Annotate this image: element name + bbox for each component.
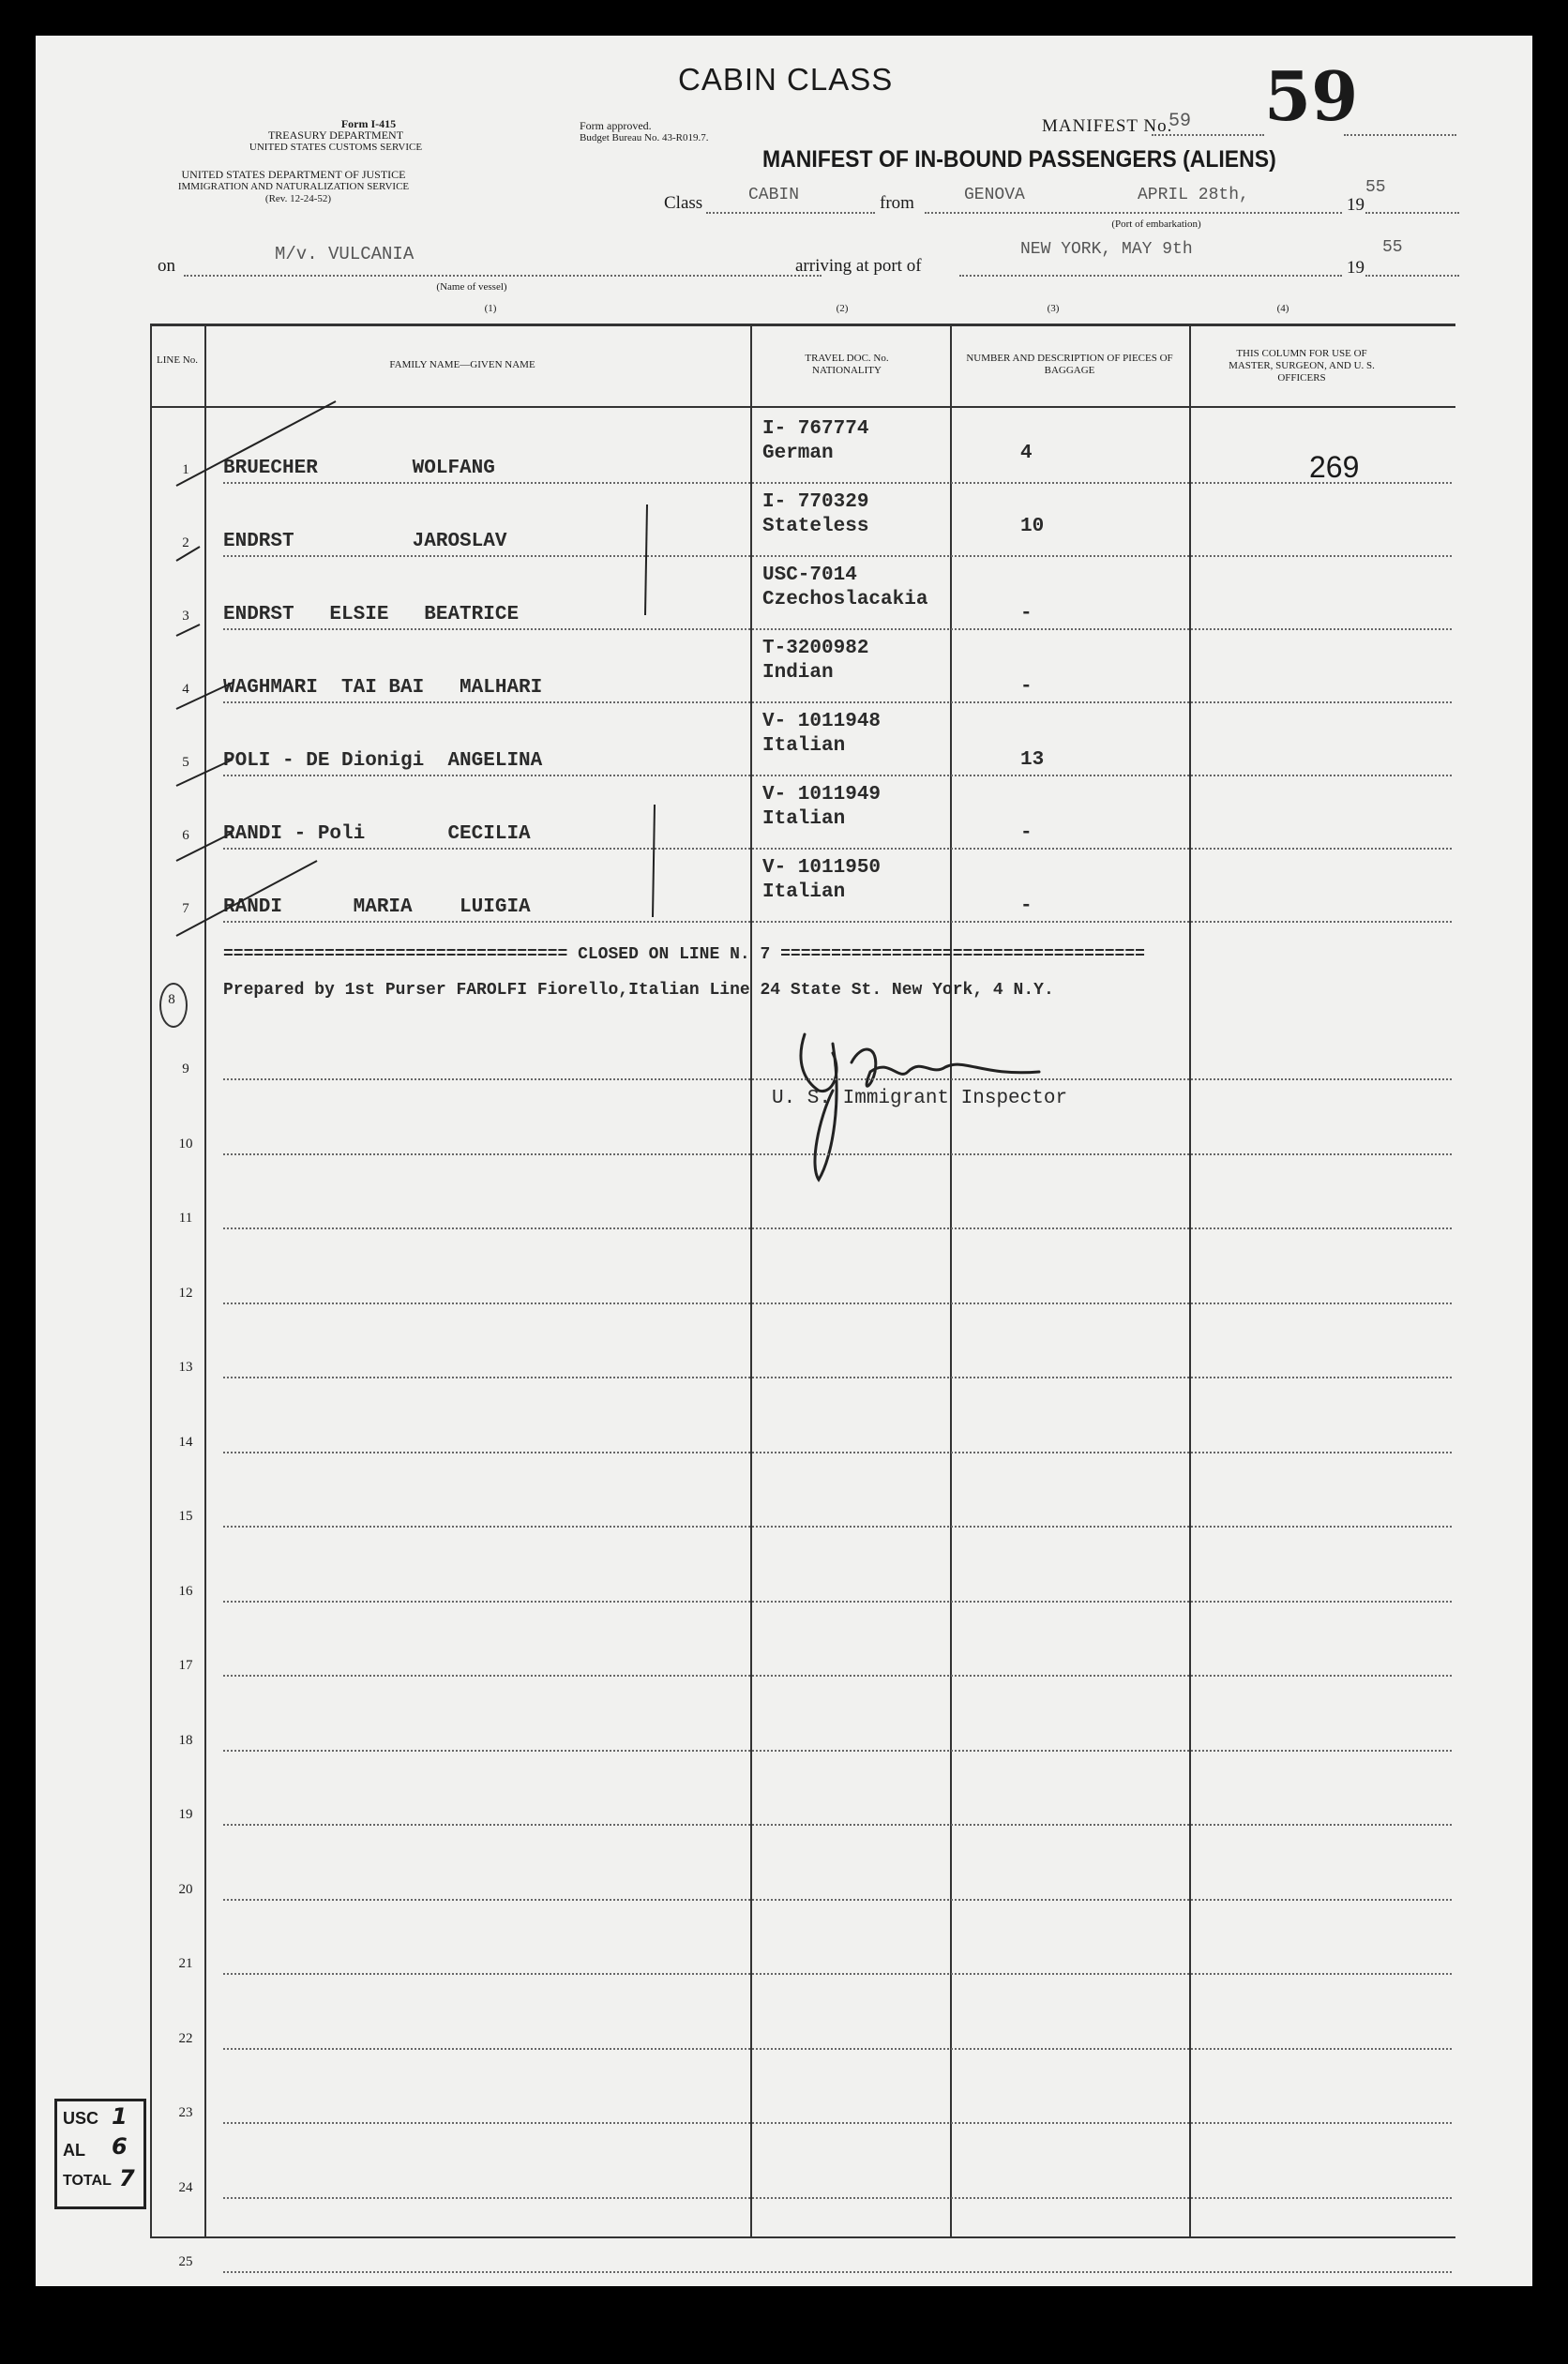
line-number: 11 bbox=[178, 1211, 193, 1226]
nationality: Italian bbox=[762, 881, 846, 903]
travel-doc-number: V- 1011950 bbox=[762, 857, 882, 879]
travel-doc-header: TRAVEL DOC. No. NATIONALITY bbox=[805, 353, 889, 376]
baggage-count: - bbox=[1020, 603, 1033, 625]
vessel-name: M/v. VULCANIA bbox=[275, 244, 415, 264]
nationality: Indian bbox=[762, 662, 834, 684]
passenger-name: ENDRST ELSIE BEATRICE bbox=[223, 604, 520, 625]
line-number: 19 bbox=[178, 1807, 193, 1822]
baggage-count: - bbox=[1020, 896, 1033, 917]
manifest-label: MANIFEST No. bbox=[1042, 116, 1173, 136]
baggage-count: - bbox=[1020, 822, 1033, 844]
nationality: German bbox=[762, 443, 834, 464]
cabin-class-title: CABIN CLASS bbox=[678, 62, 894, 97]
closed-line: ================================== CLOSED ON LINE N. 7 ==================================== bbox=[223, 945, 1145, 964]
line-number: 13 bbox=[178, 1360, 193, 1375]
ins-label: IMMIGRATION AND NATURALIZATION SERVICE bbox=[177, 181, 410, 192]
stamp-total-label: TOTAL bbox=[63, 2173, 112, 2189]
on-label: on bbox=[158, 256, 175, 276]
line-number: 7 bbox=[182, 901, 189, 916]
column-number-1: (1) bbox=[484, 303, 497, 314]
baggage-count: 13 bbox=[1020, 749, 1045, 771]
revision-label: (Rev. 12-24-52) bbox=[264, 193, 332, 204]
baggage-count: 4 bbox=[1020, 443, 1033, 464]
line-number: 10 bbox=[178, 1136, 193, 1152]
departure-date: APRIL 28th, bbox=[1138, 186, 1249, 204]
line-number: 12 bbox=[178, 1285, 193, 1301]
line-number: 20 bbox=[178, 1881, 193, 1897]
budget-bureau: Budget Bureau No. 43-R019.7. bbox=[580, 132, 709, 143]
department-of-justice: UNITED STATES DEPARTMENT OF JUSTICE bbox=[181, 168, 406, 181]
form-number: Form I-415 bbox=[340, 117, 397, 130]
class-label: Class bbox=[664, 193, 703, 213]
stamp-al-value: 6 bbox=[112, 2133, 128, 2160]
name-header: FAMILY NAME—GIVEN NAME bbox=[389, 359, 535, 370]
port-embarkation-caption: (Port of embarkation) bbox=[1111, 218, 1201, 230]
nationality: Italian bbox=[762, 735, 846, 757]
line-number: 4 bbox=[182, 682, 189, 697]
customs-service: UNITED STATES CUSTOMS SERVICE bbox=[249, 142, 423, 153]
arrival-year: 55 bbox=[1382, 238, 1403, 257]
arrival-year-prefix: 19 bbox=[1347, 258, 1364, 278]
line-number: 18 bbox=[178, 1732, 193, 1748]
stamp-usc-label: USC bbox=[63, 2109, 99, 2128]
from-value: GENOVA bbox=[964, 186, 1025, 204]
line-no-header: LINE No. bbox=[157, 354, 198, 366]
travel-doc-number: T-3200982 bbox=[762, 638, 869, 659]
from-label: from bbox=[880, 193, 914, 213]
count-stamp bbox=[54, 2099, 146, 2209]
baggage-header: NUMBER AND DESCRIPTION OF PIECES OF BAGGAGE bbox=[966, 353, 1173, 376]
line-number: 2 bbox=[182, 535, 189, 550]
line-number: 1 bbox=[182, 462, 189, 477]
nationality: Czechoslacakia bbox=[762, 589, 928, 610]
inspector-label: U. S. Immigrant Inspector bbox=[772, 1088, 1068, 1109]
passenger-name: ENDRST JAROSLAV bbox=[223, 531, 507, 552]
line-number: 15 bbox=[178, 1509, 193, 1524]
travel-doc-number: V- 1011949 bbox=[762, 784, 882, 806]
manifest-title: MANIFEST OF IN-BOUND PASSENGERS (ALIENS) bbox=[762, 146, 1276, 173]
treasury-department: TREASURY DEPARTMENT bbox=[267, 128, 404, 142]
line-number: 5 bbox=[182, 755, 189, 770]
travel-doc-number: I- 770329 bbox=[762, 491, 869, 513]
arrival-port: NEW YORK, MAY 9th bbox=[1020, 240, 1193, 259]
vessel-caption: (Name of vessel) bbox=[436, 281, 507, 293]
stamp-al-label: AL bbox=[63, 2141, 85, 2160]
passenger-name: POLI - DE Dionigi ANGELINA bbox=[223, 750, 543, 772]
year-value: 55 bbox=[1365, 178, 1386, 197]
travel-doc-number: USC-7014 bbox=[762, 565, 857, 586]
officer-note: 269 bbox=[1309, 450, 1360, 484]
baggage-count: - bbox=[1020, 676, 1033, 698]
form-approved: Form approved. bbox=[580, 119, 652, 132]
line-number: 14 bbox=[178, 1434, 193, 1450]
passenger-name: WAGHMARI TAI BAI MALHARI bbox=[223, 677, 543, 699]
line-number: 6 bbox=[182, 828, 189, 843]
column-number-4: (4) bbox=[1276, 303, 1289, 314]
travel-doc-number: I- 767774 bbox=[762, 418, 869, 440]
travel-doc-number: V- 1011948 bbox=[762, 711, 882, 732]
stamp-usc-value: 1 bbox=[112, 2103, 128, 2130]
line-number: 23 bbox=[178, 2105, 193, 2120]
manifest-page bbox=[36, 36, 1532, 2286]
closed-on-line-text: CLOSED ON LINE N. 7 bbox=[578, 945, 771, 964]
manifest-big-number: 59 bbox=[1264, 56, 1359, 136]
arriving-label: arriving at port of bbox=[795, 256, 922, 276]
passenger-name: RANDI MARIA LUIGIA bbox=[223, 896, 531, 918]
line-number: 3 bbox=[182, 609, 189, 624]
passenger-name: RANDI - Poli CECILIA bbox=[223, 823, 531, 845]
line-number: 24 bbox=[178, 2179, 193, 2195]
stamp-total-value: 7 bbox=[119, 2165, 135, 2191]
nationality: Italian bbox=[762, 808, 846, 830]
line-number: 22 bbox=[178, 2030, 193, 2046]
class-value: CABIN bbox=[748, 186, 800, 204]
line-number-8: 8 bbox=[168, 992, 175, 1007]
year-prefix: 19 bbox=[1347, 195, 1364, 215]
baggage-count: 10 bbox=[1020, 516, 1045, 537]
manifest-number: 59 bbox=[1168, 111, 1192, 132]
line-number: 21 bbox=[178, 1956, 193, 1971]
line-number: 17 bbox=[178, 1658, 193, 1673]
column-number-2: (2) bbox=[836, 303, 849, 314]
nationality: Stateless bbox=[762, 516, 869, 537]
line-number: 16 bbox=[178, 1583, 193, 1599]
officers-header: THIS COLUMN FOR USE OF MASTER, SURGEON, AND U. S. OFFICERS bbox=[1229, 348, 1375, 384]
passenger-name: BRUECHER WOLFANG bbox=[223, 458, 495, 479]
line-number: 25 bbox=[178, 2254, 193, 2269]
prepared-by: Prepared by 1st Purser FAROLFI Fiorello,Italian Line 24 State St. New York, 4 N.Y. bbox=[223, 981, 1054, 1000]
line-number: 9 bbox=[182, 1062, 189, 1077]
column-number-3: (3) bbox=[1047, 303, 1060, 314]
